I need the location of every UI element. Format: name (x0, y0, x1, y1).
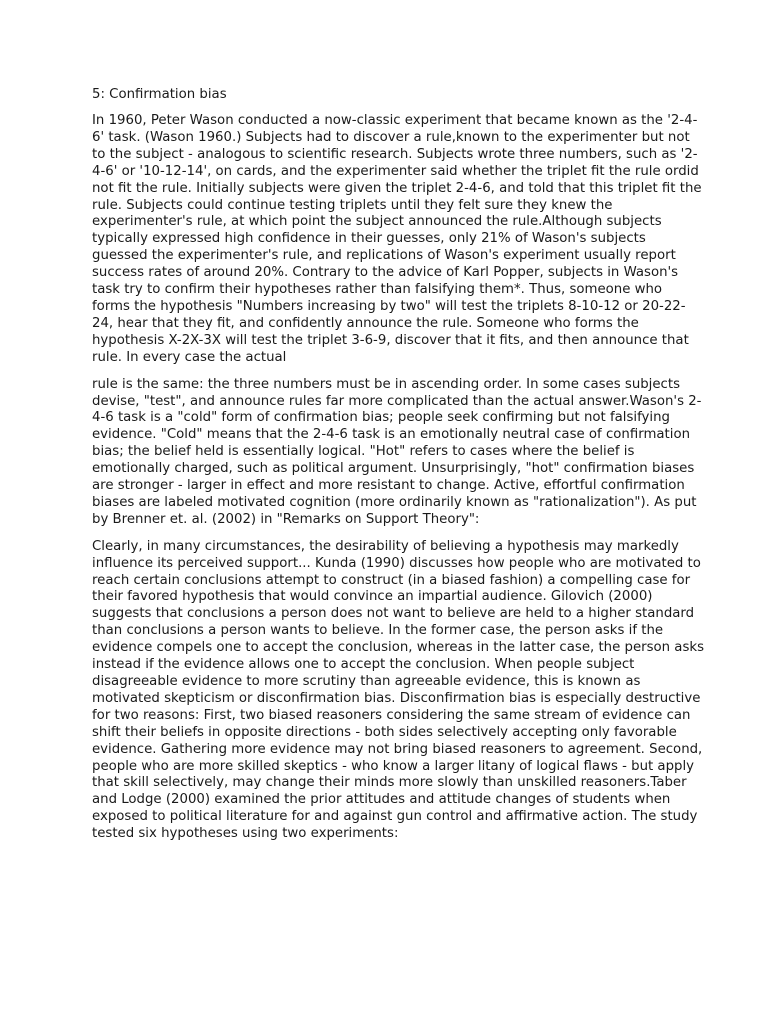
paragraph-wason-experiment: In 1960, Peter Wason conducted a now-classic experiment that became known as the '2-4-6' task. (Wason 1960.) Subjects had to discover a rule,known to the experimenter but not to the subject - analogous to scientific research. Subjects wrote three numbers, such as '2-4-6' or '10-12-14', on cards, and the experimenter said whether the triplet fit the rule ordid not fit the rule. Initially subjects were given the triplet 2-4-6, and told that this triplet fit the rule. Subjects could continue testing triplets until they felt sure they knew the experimenter's rule, at which point the subject announced the rule.Although subjects typically expressed high confidence in their guesses, only 21% of Wason's subjects guessed the experimenter's rule, and replications of Wason's experiment usually report success rates of around 20%. Contrary to the advice of Karl Popper, subjects in Wason's task try to confirm their hypotheses rather than falsifying them*. Thus, someone who forms the hypothesis "Numbers increasing by two" will test the triplets 8-10-12 or 20-22-24, hear that they fit, and confidently announce the rule. Someone who forms the hypothesis X-2X-3X will test the triplet 3-6-9, discover that it fits, and then announce that rule. In every case the actual (92, 113, 702, 365)
paragraph-cold-hot-bias: rule is the same: the three numbers must be in ascending order. In some cases subjects devise, "test", and announce rules far more complicated than the actual answer.Wason's 2-4-6 task is a "cold" form of confirmation bias; people seek confirming but not falsifying evidence. "Cold" means that the 2-4-6 task is an emotionally neutral case of confirmation bias; the belief held is essentially logical. "Hot" refers to cases where the belief is emotionally charged, such as political argument. Unsurprisingly, "hot" confirmation biases are stronger - larger in effect and more resistant to change. Active, effortful confirmation biases are labeled motivated cognition (more ordinarily known as "rationalization"). As put by Brenner et. al. (2002) in "Remarks on Support Theory": (92, 376, 702, 527)
document-page (92, 86, 704, 853)
section-heading: 5: Confirmation bias (92, 87, 227, 102)
paragraph-disconfirmation-bias: Clearly, in many circumstances, the desirability of believing a hypothesis may markedly influence its perceived support... Kunda (1990) discusses how people who are motivated to reach certain conclusions attempt to construct (in a biased fashion) a compelling case for their favored hypothesis that would convince an impartial audience. Gilovich (2000) suggests that conclusions a person does not want to believe are held to a higher standard than conclusions a person wants to believe. In the former case, the person asks if the evidence compels one to accept the conclusion, whereas in the latter case, the person asks instead if the evidence allows one to accept the conclusion. When people subject disagreeable evidence to more scrutiny than agreeable evidence, this is known as motivated skepticism or disconfirmation bias. Disconfirmation bias is especially destructive for two reasons: First, two biased reasoners considering the same stream of evidence can shift their beliefs in opposite directions - both sides selectively accepting only favorable evidence. Gathering more evidence may not bring biased reasoners to agreement. Second, people who are more skilled skeptics - who know a larger litany of logical flaws - but apply that skill selectively, may change their minds more slowly than unskilled reasoners.Taber and Lodge (2000) examined the prior attitudes and attitude changes of students when exposed to political literature for and against gun control and affirmative action. The study tested six hypotheses using two experiments: (92, 538, 705, 842)
